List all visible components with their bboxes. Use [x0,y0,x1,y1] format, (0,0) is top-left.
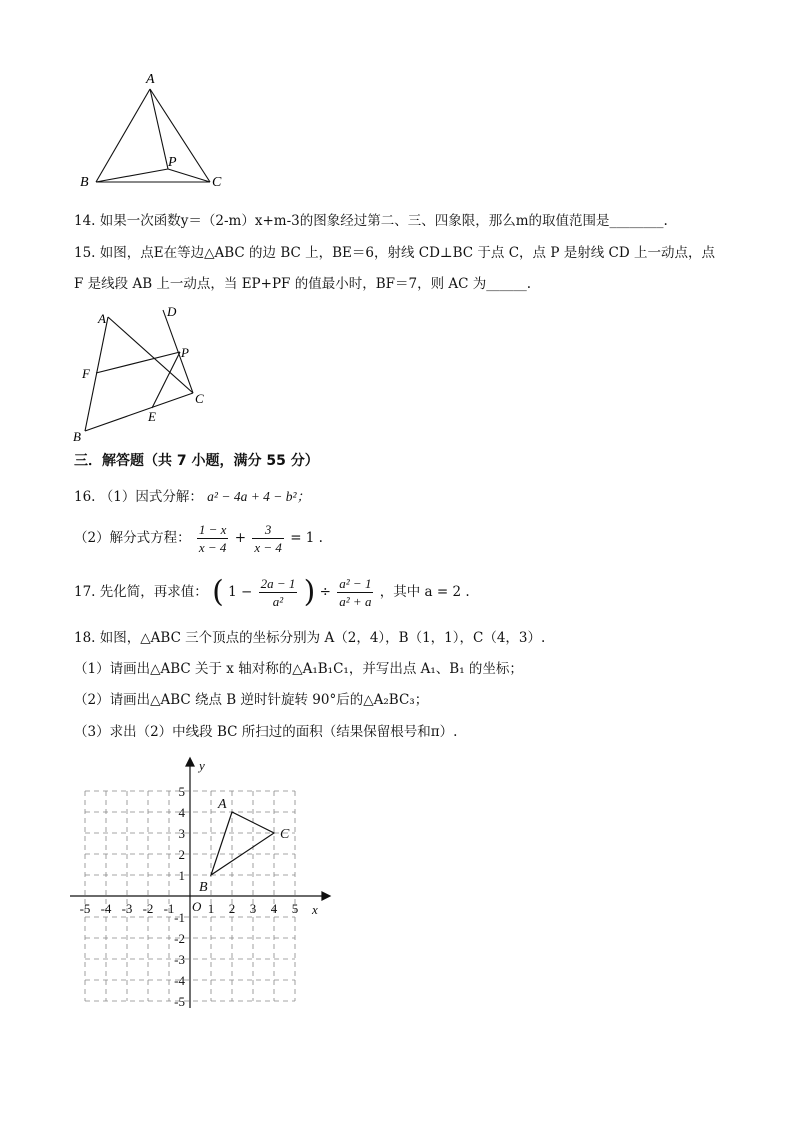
fig1-label-p: P [168,155,177,170]
q17-fraction-1 [259,575,298,610]
x-tick-label: -3 [121,901,133,916]
q16-p1-label: 16. （1）因式分解： [74,489,203,505]
y-tick-label: 1 [178,868,185,883]
q17-divide: ÷ [319,584,331,600]
fig1-label-a: A [146,72,155,87]
figure-equilateral-triangle [70,300,220,445]
q16-frac2-numerator: 3 [252,521,284,539]
y-tick-label: -5 [174,994,185,1009]
fig2-label-p: P [181,345,189,360]
q16-frac1-denominator: x − 4 [198,540,227,555]
q17-label: 17. 先化简，再求值： [74,584,208,600]
question-17 [74,572,470,613]
x-tick-label: -2 [142,901,154,916]
fig2-label-d: D [167,304,177,319]
y-tick-label: 5 [178,784,185,799]
x-axis-arrow [322,892,330,900]
x-tick-label: -5 [79,901,91,916]
fig2-label-c: C [195,391,204,406]
fig2-label-f: F [82,366,90,381]
question-14: 14. 如果一次函数y＝（2-m）x+m-3的图象经过第二、三、四象限，那么m的取值范围是________. [74,213,668,229]
q17-frac2-denominator: a² + a [339,594,372,609]
question-18-intro: 18. 如图，△ABC 三个顶点的坐标分别为 A（2，4），B（1，1），C（4，3）. [74,630,546,646]
x-tick-label: -4 [100,901,112,916]
section-3-heading: 三．解答题（共 7 小题，满分 55 分） [74,453,319,469]
point-label-c: C [280,827,290,842]
question-18-part-3: （3）求出（2）中线段 BC 所扫过的面积（结果保留根号和π）. [74,724,458,740]
y-axis-label: y [199,758,205,773]
x-tick-label: 4 [270,901,278,916]
q16-p2-label: （2）解分式方程： [74,530,191,546]
y-tick-label: 2 [178,847,185,862]
question-18-part-2: （2）请画出△ABC 绕点 B 逆时针旋转 90°后的△A₂BC₃； [74,692,429,708]
q17-frac1-denominator: a² [272,594,284,609]
question-15-line-2: F 是线段 AB 上一动点，当 EP+PF 的值最小时，BF＝7，则 AC 为______. [74,276,532,292]
y-tick-label: -4 [174,973,185,988]
fig1-label-c: C [212,175,222,190]
q16-fraction-2 [252,521,284,556]
coordinate-grid [60,752,350,1017]
fig2-label-e: E [148,409,156,424]
fig1-label-b: B [80,175,89,190]
point-label-b: B [199,880,208,895]
q16-p1-expression: a² − 4a + 4 − b²； [207,489,311,504]
q16-frac2-denominator: x − 4 [254,540,282,555]
q16-rhs: = 1 . [290,530,323,546]
q17-one-minus: 1 − [228,584,253,600]
question-15-line-1: 15. 如图，点E在等边△ABC 的边 BC 上，BE＝6，射线 CD⊥BC 于点 C，点 P 是射线 CD 上一动点，点 [74,245,715,261]
q16-frac1-numerator: 1 − x [198,522,227,537]
question-18-part-1: （1）请画出△ABC 关于 x 轴对称的△A₁B₁C₁，并写出点 A₁、B₁ 的坐标； [74,661,523,677]
y-axis-arrow [186,758,194,766]
x-tick-label: 3 [249,901,257,916]
point-label-a: A [218,797,227,812]
y-tick-label: -1 [174,910,185,925]
x-tick-label: 5 [291,901,299,916]
q17-tail: ，其中 a = 2 . [379,584,470,600]
x-tick-label: 1 [207,901,215,916]
y-tick-label: 3 [178,826,185,841]
q17-frac1-numerator: 2a − 1 [260,576,296,591]
q17-frac2-numerator: a² − 1 [339,576,372,591]
question-16-part-2 [74,519,323,557]
y-tick-label: -3 [174,952,185,967]
question-16-part-1 [74,487,310,507]
q17-fraction-2 [337,575,373,610]
y-tick-label: 4 [178,805,185,820]
q16-fraction-1 [197,521,229,556]
q17-right-paren: ) [303,574,316,610]
fig2-label-a: A [98,311,106,326]
x-axis-label: x [312,902,318,917]
x-tick-label: 2 [228,901,236,916]
triangle-abc [211,812,274,875]
q16-plus: + [234,530,247,546]
origin-label: O [192,899,202,914]
figure-triangle-abp [70,65,240,195]
x-tick-label: -1 [163,901,175,916]
fig2-label-b: B [73,429,81,444]
q17-left-paren: ( [212,574,224,610]
y-tick-label: -2 [174,931,185,946]
